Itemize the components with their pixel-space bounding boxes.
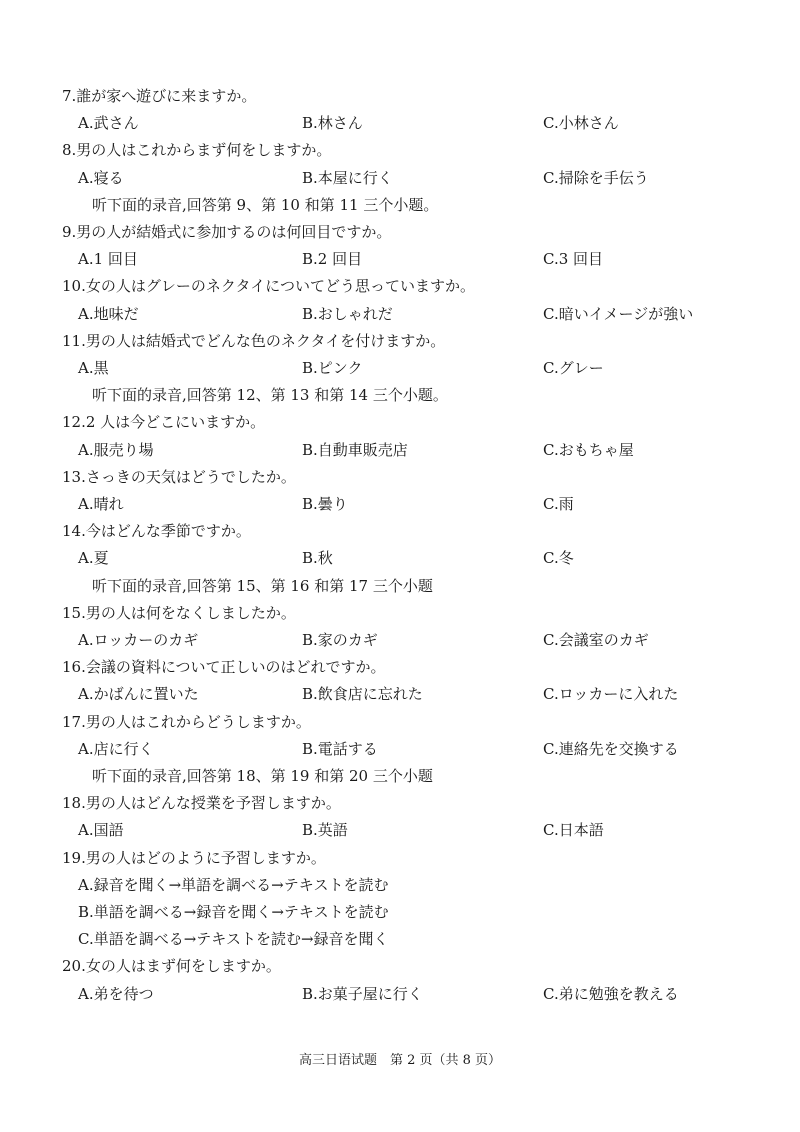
listening-instruction: 听下面的录音,回答第 15、第 16 和第 17 三个小题: [92, 577, 433, 595]
answer-option-c: C.雨: [543, 495, 574, 513]
answer-option-a: A.かばんに置いた: [78, 685, 199, 703]
page-footer: 高三日语试题 第 2 页（共 8 页）: [298, 1053, 502, 1068]
question-text: 15.男の人は何をなくしましたか。: [62, 604, 296, 622]
answer-option-b: B.電話する: [302, 740, 378, 758]
answer-option-b: B.自動車販売店: [302, 441, 408, 459]
answer-option-b: B.おしゃれだ: [302, 305, 393, 323]
answer-option-a: A.地味だ: [78, 305, 139, 323]
question-text: 8.男の人はこれからまず何をしますか。: [62, 141, 332, 159]
question-text: 9.男の人が結婚式に参加するのは何回目ですか。: [62, 223, 392, 241]
answer-option: A.録音を聞く→単語を調べる→テキストを読む: [78, 876, 389, 894]
answer-option-b: B.英語: [302, 821, 348, 839]
answer-option-c: C.連絡先を交換する: [543, 740, 679, 758]
answer-option-a: A.黒: [78, 359, 109, 377]
answer-option-b: B.林さん: [302, 114, 363, 132]
answer-option-a: A.服売り場: [78, 441, 154, 459]
answer-option-c: C.ロッカーに入れた: [543, 685, 679, 703]
answer-option-b: B.本屋に行く: [302, 169, 393, 187]
question-text: 13.さっきの天気はどうでしたか。: [62, 468, 296, 486]
answer-option-a: A.国語: [78, 821, 124, 839]
answer-option-a: A.店に行く: [78, 740, 154, 758]
question-text: 17.男の人はこれからどうしますか。: [62, 713, 311, 731]
answer-option-b: B.家のカギ: [302, 631, 378, 649]
answer-option-a: A.ロッカーのカギ: [78, 631, 199, 649]
answer-option-c: C.小林さん: [543, 114, 619, 132]
answer-option-c: C.掃除を手伝う: [543, 169, 649, 187]
question-text: 10.女の人はグレーのネクタイについてどう思っていますか。: [62, 277, 475, 295]
answer-option-c: C.冬: [543, 549, 574, 567]
listening-instruction: 听下面的录音,回答第 18、第 19 和第 20 三个小题: [92, 767, 433, 785]
answer-option-a: A.夏: [78, 549, 109, 567]
question-text: 14.今はどんな季節ですか。: [62, 522, 251, 540]
answer-option-b: B.曇り: [302, 495, 348, 513]
answer-option-b: B.飲食店に忘れた: [302, 685, 423, 703]
question-text: 16.会議の資料について正しいのはどれですか。: [62, 658, 386, 676]
question-text: 7.誰が家へ遊びに来ますか。: [62, 87, 257, 105]
answer-option-a: A.寝る: [78, 169, 124, 187]
answer-option-c: C.日本語: [543, 821, 604, 839]
answer-option-c: C.弟に勉強を教える: [543, 985, 679, 1003]
answer-option-a: A.1 回目: [78, 250, 138, 268]
answer-option-c: C.おもちゃ屋: [543, 441, 634, 459]
answer-option-a: A.晴れ: [78, 495, 124, 513]
answer-option-c: C.暗いイメージが強い: [543, 305, 694, 323]
listening-instruction: 听下面的录音,回答第 12、第 13 和第 14 三个小题。: [92, 386, 448, 404]
question-text: 18.男の人はどんな授業を予習しますか。: [62, 794, 341, 812]
question-text: 19.男の人はどのように予習しますか。: [62, 849, 326, 867]
question-text: 20.女の人はまず何をしますか。: [62, 957, 281, 975]
question-text: 11.男の人は結婚式でどんな色のネクタイを付けますか。: [62, 332, 446, 350]
answer-option-a: A.武さん: [78, 114, 139, 132]
answer-option-b: B.ピンク: [302, 359, 363, 377]
answer-option-a: A.弟を待つ: [78, 985, 154, 1003]
answer-option: C.単語を調べる→テキストを読む→録音を聞く: [78, 930, 389, 948]
listening-instruction: 听下面的录音,回答第 9、第 10 和第 11 三个小题。: [92, 196, 439, 214]
answer-option-b: B.お菓子屋に行く: [302, 985, 423, 1003]
answer-option-c: C.グレー: [543, 359, 604, 377]
answer-option-c: C.会議室のカギ: [543, 631, 649, 649]
question-text: 12.2 人は今どこにいますか。: [62, 413, 266, 431]
answer-option-b: B.2 回目: [302, 250, 363, 268]
answer-option-b: B.秋: [302, 549, 333, 567]
answer-option-c: C.3 回目: [543, 250, 604, 268]
answer-option: B.単語を調べる→録音を聞く→テキストを読む: [78, 903, 389, 921]
